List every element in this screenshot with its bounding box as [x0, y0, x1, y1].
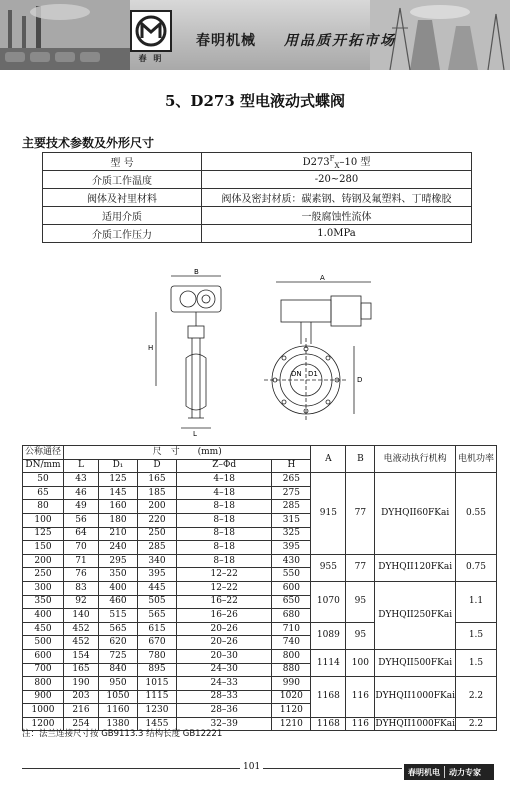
table-row: [23, 649, 497, 663]
cell: 16–26: [177, 609, 272, 623]
cell-a: 1168: [311, 677, 346, 718]
cell: 50: [23, 473, 64, 487]
cell: 250: [138, 527, 177, 541]
cell: 220: [138, 513, 177, 527]
cell: 71: [64, 554, 99, 568]
header-l: L: [64, 459, 99, 473]
cell: 670: [138, 636, 177, 650]
table-row: [23, 554, 497, 568]
cell: 24–30: [177, 663, 272, 677]
header-size: 尺 寸 (mm): [64, 446, 311, 460]
cell: 250: [23, 568, 64, 582]
slogan: 用品质开拓市场: [284, 33, 396, 49]
cell: 460: [99, 595, 138, 609]
cell: 16–22: [177, 595, 272, 609]
cell: 725: [99, 649, 138, 663]
cell: 1015: [138, 677, 177, 691]
cell: 125: [23, 527, 64, 541]
cell: 165: [64, 663, 99, 677]
cell: 450: [23, 622, 64, 636]
dimension-table: [22, 445, 497, 731]
cell: 1210: [272, 717, 311, 731]
cell: 8–18: [177, 527, 272, 541]
cell: 445: [138, 581, 177, 595]
cell: 254: [64, 717, 99, 731]
side-view: [156, 276, 221, 428]
cell: 1120: [272, 704, 311, 718]
cell: 165: [138, 473, 177, 487]
cell-power: 2.2: [456, 717, 497, 731]
footer-brand: 春明机电: [408, 767, 440, 777]
cell: 565: [99, 622, 138, 636]
cell: 800: [272, 649, 311, 663]
cell: 400: [23, 609, 64, 623]
cell: 1050: [99, 690, 138, 704]
header-a: A: [311, 446, 346, 473]
cell-b: 116: [346, 677, 375, 718]
spec-value: -20~280: [202, 171, 472, 189]
cell: 990: [272, 677, 311, 691]
footer-tag: 动力专家: [449, 767, 481, 777]
cell-a: 915: [311, 473, 346, 555]
cell-b: 116: [346, 717, 375, 731]
cell: 8–18: [177, 554, 272, 568]
table-row: [23, 473, 497, 487]
cell-b: 100: [346, 649, 375, 676]
front-view: [264, 282, 371, 420]
cell: 430: [272, 554, 311, 568]
cell: 210: [99, 527, 138, 541]
cell: 500: [23, 636, 64, 650]
cell: 680: [272, 609, 311, 623]
page-title: 5、D273 型电液动式蝶阀: [165, 92, 345, 110]
cell: 550: [272, 568, 311, 582]
cell: 56: [64, 513, 99, 527]
footer-brand-box: [404, 764, 494, 780]
header-dn: 公称通径: [23, 446, 64, 460]
cell: 180: [99, 513, 138, 527]
cell: 4–18: [177, 486, 272, 500]
cell: 620: [99, 636, 138, 650]
cell: 4–18: [177, 473, 272, 487]
section-title: 主要技术参数及外形尺寸: [22, 136, 155, 150]
cell: 28–36: [177, 704, 272, 718]
cell: 1455: [138, 717, 177, 731]
cell: 950: [99, 677, 138, 691]
cell: 740: [272, 636, 311, 650]
spec-table: [42, 152, 472, 243]
header-actuator: 电液动执行机构: [375, 446, 456, 473]
cell-a: 1070: [311, 581, 346, 622]
header-h: H: [272, 459, 311, 473]
cell: 20–26: [177, 622, 272, 636]
cell-actuator: DYHQII60FKai: [375, 473, 456, 555]
cell-b: 77: [346, 554, 375, 581]
cell: 600: [23, 649, 64, 663]
cell: 64: [64, 527, 99, 541]
header-banner: [0, 0, 510, 70]
cell: 895: [138, 663, 177, 677]
cell: 285: [272, 500, 311, 514]
cell: 150: [23, 541, 64, 555]
cell-b: 95: [346, 622, 375, 649]
cell: 8–18: [177, 500, 272, 514]
cell-power: 1.5: [456, 622, 497, 649]
cell: 325: [272, 527, 311, 541]
cell-actuator: DYHQII1000FKai: [375, 677, 456, 718]
cell-actuator: DYHQII250FKai: [375, 581, 456, 649]
cell: 100: [23, 513, 64, 527]
cell: 200: [23, 554, 64, 568]
cell: 28–33: [177, 690, 272, 704]
spec-row: [43, 171, 472, 189]
cell: 650: [272, 595, 311, 609]
cell: 265: [272, 473, 311, 487]
cell: 185: [138, 486, 177, 500]
page-number: 101: [240, 762, 263, 772]
cell: 1380: [99, 717, 138, 731]
cell: 92: [64, 595, 99, 609]
cell: 1160: [99, 704, 138, 718]
cell-a: 955: [311, 554, 346, 581]
cell: 154: [64, 649, 99, 663]
cell: 350: [23, 595, 64, 609]
cell-power: 2.2: [456, 677, 497, 718]
cell: 76: [64, 568, 99, 582]
dim-label-dn: DN: [291, 370, 302, 378]
cell: 710: [272, 622, 311, 636]
cell-actuator: DYHQII120FKai: [375, 554, 456, 581]
spec-value: 阀体及密封材质：碳素钢、铸钢及氟塑料、丁晴橡胶: [202, 189, 472, 207]
cell: 285: [138, 541, 177, 555]
cell-power: 0.55: [456, 473, 497, 555]
header-power: 电机功率: [456, 446, 497, 473]
spec-row: [43, 207, 472, 225]
cell: 452: [64, 622, 99, 636]
cell: 49: [64, 500, 99, 514]
logo-text: 春 明: [138, 54, 164, 63]
table-row: [23, 677, 497, 691]
footer-divider: [22, 768, 402, 769]
header-b: B: [346, 446, 375, 473]
table-row: [23, 581, 497, 595]
factory-image: [0, 0, 130, 70]
cell: 80: [23, 500, 64, 514]
cell-actuator: DYHQII1000FKai: [375, 717, 456, 731]
cell: 200: [138, 500, 177, 514]
valve-drawing: [136, 268, 376, 438]
cell-actuator: DYHQII500FKai: [375, 649, 456, 676]
cell-power: 0.75: [456, 554, 497, 581]
cell: 1230: [138, 704, 177, 718]
cell: 395: [272, 541, 311, 555]
dim-label-b: B: [194, 268, 199, 276]
cell: 800: [23, 677, 64, 691]
dim-label-h: H: [148, 344, 154, 352]
company-name: 春明机械: [196, 33, 256, 49]
cell-b: 77: [346, 473, 375, 555]
spec-key: 适用介质: [43, 207, 202, 225]
cell: 340: [138, 554, 177, 568]
cell: 565: [138, 609, 177, 623]
cell-a: 1114: [311, 649, 346, 676]
cell: 295: [99, 554, 138, 568]
spec-row: [43, 189, 472, 207]
cell: 65: [23, 486, 64, 500]
cell: 240: [99, 541, 138, 555]
cell: 515: [99, 609, 138, 623]
cell: 145: [99, 486, 138, 500]
cell: 160: [99, 500, 138, 514]
company-logo: [130, 10, 172, 52]
cell: 43: [64, 473, 99, 487]
cell: 20–30: [177, 649, 272, 663]
cell: 1200: [23, 717, 64, 731]
cell: 505: [138, 595, 177, 609]
cell: 1020: [272, 690, 311, 704]
spec-value: 一般腐蚀性流体: [202, 207, 472, 225]
spec-key: 介质工作压力: [43, 225, 202, 243]
footnote: 注：法兰连接尺寸按 GB9113.3 结构长度 GB12221: [22, 729, 223, 739]
cell: 700: [23, 663, 64, 677]
cell: 125: [99, 473, 138, 487]
cell: 600: [272, 581, 311, 595]
cell-power: 1.1: [456, 581, 497, 622]
cell: 350: [99, 568, 138, 582]
cell: 216: [64, 704, 99, 718]
cell: 32–39: [177, 717, 272, 731]
dim-label-d1: D1: [308, 370, 318, 378]
cell: 83: [64, 581, 99, 595]
spec-row: [43, 153, 472, 171]
cell-a: 1089: [311, 622, 346, 649]
spec-value: 1.0MPa: [202, 225, 472, 243]
cell-power: 1.5: [456, 649, 497, 676]
cell: 452: [64, 636, 99, 650]
spec-value-model: $D273^F_X-10$ 型: [202, 153, 472, 171]
dim-label-d: D: [357, 376, 363, 384]
spec-key: 介质工作温度: [43, 171, 202, 189]
dim-label-a: A: [320, 274, 325, 282]
cell: 880: [272, 663, 311, 677]
header-z: Z–Φd: [177, 459, 272, 473]
cell: 300: [23, 581, 64, 595]
cell: 8–18: [177, 513, 272, 527]
cell: 8–18: [177, 541, 272, 555]
cell: 1115: [138, 690, 177, 704]
spec-key: 型 号: [43, 153, 202, 171]
cell-b: 95: [346, 581, 375, 622]
header-d: D: [138, 459, 177, 473]
cell: 12–22: [177, 568, 272, 582]
cell: 840: [99, 663, 138, 677]
dim-label-l: L: [193, 430, 197, 438]
cell: 12–22: [177, 581, 272, 595]
spec-key: 阀体及衬里材料: [43, 189, 202, 207]
cell: 1000: [23, 704, 64, 718]
header-d1: D₁: [99, 459, 138, 473]
cell: 140: [64, 609, 99, 623]
header-dn-unit: DN/mm: [23, 459, 64, 473]
cell: 203: [64, 690, 99, 704]
cell: 46: [64, 486, 99, 500]
spec-row: [43, 225, 472, 243]
header-row: [23, 446, 497, 460]
cell: 70: [64, 541, 99, 555]
cell: 615: [138, 622, 177, 636]
cell: 190: [64, 677, 99, 691]
cell-a: 1168: [311, 717, 346, 731]
cell: 780: [138, 649, 177, 663]
cell: 24–33: [177, 677, 272, 691]
cell: 395: [138, 568, 177, 582]
cell: 900: [23, 690, 64, 704]
cell: 20–26: [177, 636, 272, 650]
cell: 275: [272, 486, 311, 500]
cell: 400: [99, 581, 138, 595]
cell: 315: [272, 513, 311, 527]
